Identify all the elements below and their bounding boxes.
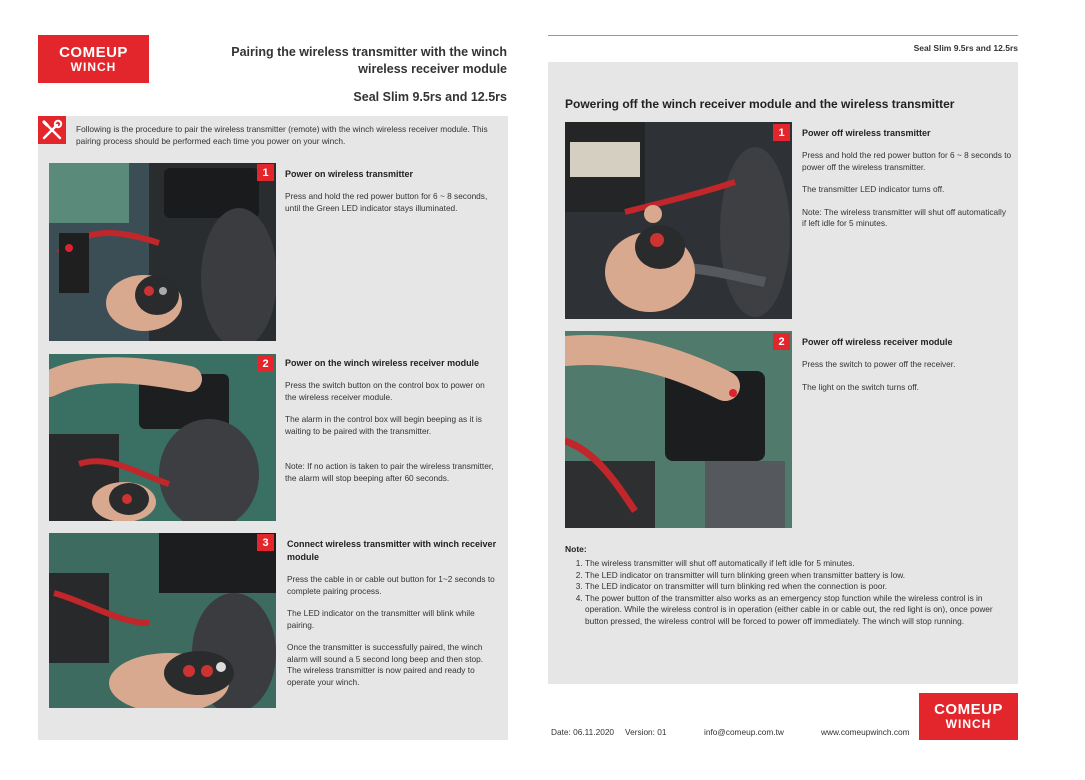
brand-line2: WINCH xyxy=(70,59,117,74)
step2-para1: Press the switch button on the control box to power on the wireless receiver module. xyxy=(285,380,485,402)
wrench-screwdriver-icon xyxy=(38,116,66,144)
step3-number: 3 xyxy=(257,534,274,551)
notes-list xyxy=(565,558,1010,627)
step2-para3: Note: If no action is taken to pair the wireless transmitter, the alarm will stop beeping after 60 seconds. xyxy=(285,461,494,483)
model-subtitle: Seal Slim 9.5rs and 12.5rs xyxy=(353,90,507,104)
footer-email[interactable]: info@comeup.com.tw xyxy=(704,727,784,737)
step3-photo xyxy=(49,533,276,708)
footer-brand-logo xyxy=(919,693,1018,740)
step2-photo xyxy=(49,354,276,521)
note-item: 2. The LED indicator on transmitter will turn blinking green when transmitter battery is low. xyxy=(585,570,1010,582)
page-title-line2: wireless receiver module xyxy=(358,62,507,76)
brand-logo xyxy=(38,35,149,83)
step2-text-block xyxy=(285,357,497,495)
step1-text-block xyxy=(285,168,497,225)
step1-para1: Press and hold the red power button for 6 ~ 8 seconds, until the Green LED indicator stays illuminated. xyxy=(285,191,488,213)
footer-website[interactable]: www.comeupwinch.com xyxy=(821,727,910,737)
note-item: 4. The power button of the transmitter also works as an emergency stop function while the wireless control is in operation. While the wireless control is in operation (either cable in or cable out, the red light is on), once power button pressed, the wireless control will be forced to power off immediately. The winch will stop running. xyxy=(585,593,1010,628)
note-item: 3. The LED indicator on transmitter will turn blinking red when the connection is poor. xyxy=(585,581,1010,593)
step1-title: Power on wireless transmitter xyxy=(285,169,414,179)
note-item: 1. The wireless transmitter will shut off automatically if left idle for 5 minutes. xyxy=(585,558,1010,570)
notes-label: Note: xyxy=(565,544,587,554)
header-model: Seal Slim 9.5rs and 12.5rs xyxy=(913,43,1018,53)
step2-title: Power on the winch wireless receiver module xyxy=(285,358,480,368)
notes-block xyxy=(565,544,1010,627)
power-off-step1-para3: Note: The wireless transmitter will shut off automatically if left idle for 5 minutes. xyxy=(802,206,1006,228)
brand-line1: COMEUP xyxy=(59,43,128,61)
header-rule xyxy=(548,35,1018,36)
power-off-step1-text-block xyxy=(802,127,1012,241)
intro-text: Following is the procedure to pair the wireless transmitter (remote) with the winch wireless receiver module. This pairing process should be performed each time you power on your winch. xyxy=(76,124,488,146)
power-off-step1-para2: The transmitter LED indicator turns off. xyxy=(802,184,945,194)
power-off-step2-para1: Press the switch to power off the receiver. xyxy=(802,359,956,369)
power-off-step2-number: 2 xyxy=(773,333,790,350)
step3-text-block xyxy=(287,538,497,699)
footer-version: Version: 01 xyxy=(625,727,667,737)
power-off-step1-para1: Press and hold the red power button for 6 ~ 8 seconds to power off the wireless transmitter. xyxy=(802,150,1012,172)
step3-para3: Once the transmitter is successfully paired, the winch alarm will sound a 5 second long beep and then stop. The wireless transmitter is now paired and ready to operate your winch. xyxy=(287,642,484,687)
page-title xyxy=(177,44,507,78)
power-off-step1-number: 1 xyxy=(773,124,790,141)
page-title-line1: Pairing the wireless transmitter with the winch xyxy=(231,45,507,59)
footer-brand-line2: WINCH xyxy=(945,717,992,732)
power-off-step1-title: Power off wireless transmitter xyxy=(802,128,931,138)
step3-title: Connect wireless transmitter with winch receiver module xyxy=(287,539,497,562)
footer-date: Date: 06.11.2020 xyxy=(551,727,615,737)
power-off-step2-text-block xyxy=(802,336,1012,404)
power-off-step2-para2: The light on the switch turns off. xyxy=(802,381,919,392)
section-title: Powering off the winch receiver module and the wireless transmitter xyxy=(565,97,955,111)
step3-para1: Press the cable in or cable out button for 1~2 seconds to complete pairing process. xyxy=(287,574,495,596)
step2-para2: The alarm in the control box will begin beeping as it is waiting to be paired with the transmitter. xyxy=(285,414,482,436)
power-off-step1-photo xyxy=(565,122,792,319)
step1-number: 1 xyxy=(257,164,274,181)
step3-para2: The LED indicator on the transmitter will blink while pairing. xyxy=(287,608,475,630)
step2-number: 2 xyxy=(257,355,274,372)
step1-photo xyxy=(49,163,276,341)
power-off-step2-photo xyxy=(565,331,792,528)
power-off-step2-title: Power off wireless receiver module xyxy=(802,337,953,347)
footer-brand-line1: COMEUP xyxy=(934,701,1003,719)
